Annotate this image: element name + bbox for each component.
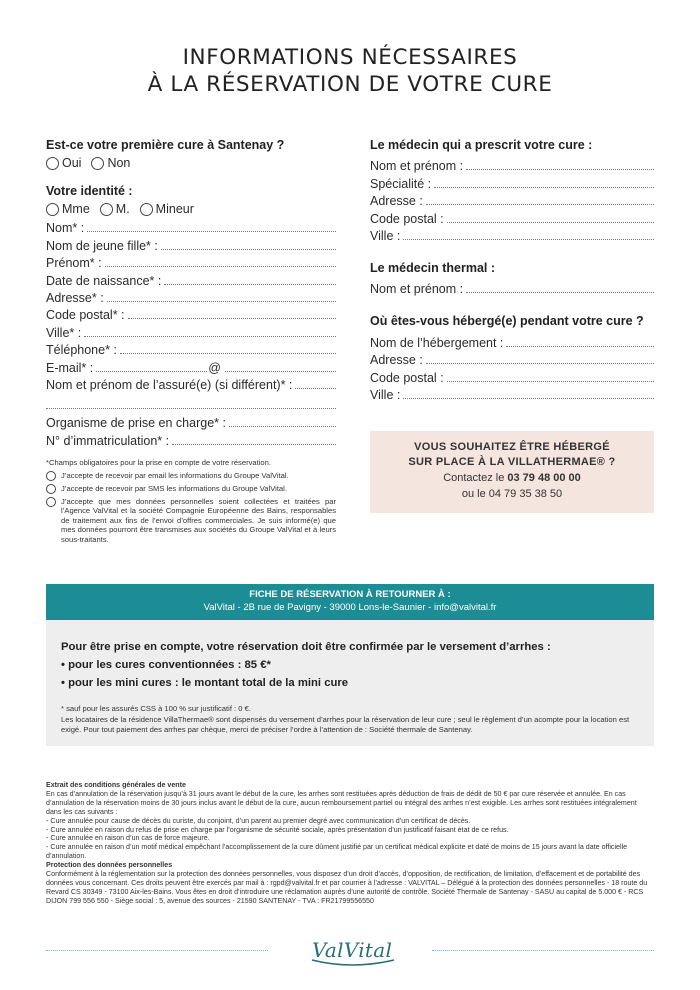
email-at-sign: @: [208, 360, 221, 375]
field-immatriculation[interactable]: [46, 430, 336, 447]
field-prescriber-nom[interactable]: [370, 156, 654, 173]
terms-b3: - Cure annulée en raison d’un cas de force majeure.: [46, 834, 210, 843]
field-prescriber-specialite-label: Spécialité :: [370, 176, 432, 191]
title-line-1: INFORMATIONS NÉCESSAIRES: [182, 45, 518, 70]
checkbox-circle-icon[interactable]: [46, 497, 56, 507]
field-email[interactable]: [46, 357, 336, 374]
terms-b2: - Cure annulée en raison du refus de prise en charge par l’organisme de sécurité sociale, après présentation d’un justificatif faisant état de ce refus.: [46, 825, 509, 834]
consent-data-text: J’accepte que mes données personnelles soient collectées et traitées par l’Agence ValVital et la société Compagnie Européenne des Bains, responsables de traitement aux fins de l’envoi d’offres commerciales. Je suis informé(e) que mes données pourront être transmises aux sociétés du Groupe ValVital et à leurs sous-traitants.: [61, 496, 336, 545]
field-adresse[interactable]: [46, 288, 336, 305]
consent-sms[interactable]: [46, 484, 336, 494]
radio-circle-icon: [91, 157, 104, 170]
field-lodging-code-postal[interactable]: [370, 367, 654, 384]
field-organisme-line[interactable]: [229, 426, 336, 427]
field-naissance-line[interactable]: [164, 284, 336, 285]
field-code-postal-line[interactable]: [128, 318, 336, 319]
identity-heading: Votre identité :: [46, 184, 133, 198]
field-lodging-ville[interactable]: [370, 385, 654, 402]
field-ville-line[interactable]: [84, 336, 336, 337]
field-jeune-fille-line[interactable]: [161, 249, 336, 250]
field-prescriber-adresse-line[interactable]: [426, 204, 654, 205]
field-assure-label: Nom et prénom de l’assuré(e) (si différent)* :: [46, 377, 293, 392]
terms-b4: - Cure annulée en raison d’un motif médical empêchant l’accomplissement de la cure dûment justifié par un certificat médical explicite et daté de moins de 15 jours avant la date officielle d’annulation.: [46, 843, 628, 861]
field-thermal-nom[interactable]: [370, 279, 654, 296]
terms-p1: En cas d’annulation de la réservation jusqu’à 31 jours avant le début de la cure, les arrhes sont restituées après déduction de frais de dédit de 50 € par cure réservée et annulée. En cas d’annulation de la réservation moins de 30 jours inclus avant le début de la cure, aucun remboursement partiel ou intégral des arrhes n’est exigible. Les arrhes sont restituées intégralement dans les cas suivants :: [46, 789, 637, 816]
terms-b1: - Cure annulée pour cause de décès du curiste, du conjoint, d’un parent au premier degré avec communication d’un certificat de décès.: [46, 816, 471, 825]
field-lodging-nom[interactable]: [370, 332, 654, 349]
villa-contact-line: [370, 470, 654, 486]
arrhes-notes: [61, 704, 639, 736]
field-assure-line[interactable]: [295, 388, 336, 389]
page-title: [0, 44, 700, 98]
fiche-title: FICHE DE RÉSERVATION À RETOURNER À :: [249, 589, 451, 600]
consent-email[interactable]: [46, 471, 336, 481]
lodging-heading: Où êtes-vous hébergé(e) pendant votre cure ?: [370, 314, 644, 329]
privacy-heading: Protection des données personnelles: [46, 861, 173, 870]
field-telephone-label: Téléphone* :: [46, 343, 117, 358]
villa-title-1: VOUS SOUHAITEZ ÊTRE HÉBERGÉ: [414, 441, 610, 453]
field-telephone-line[interactable]: [120, 353, 336, 354]
radio-mme[interactable]: [46, 202, 90, 216]
radio-mineur[interactable]: [140, 202, 194, 216]
field-adresse-line[interactable]: [107, 301, 336, 302]
field-lodging-nom-label: Nom de l’hébergement :: [370, 335, 504, 350]
field-ville[interactable]: [46, 322, 336, 339]
field-prescriber-nom-line[interactable]: [466, 169, 654, 170]
first-cure-options: [46, 156, 336, 170]
radio-mme-label: Mme: [62, 202, 90, 216]
field-jeune-fille-label: Nom de jeune fille* :: [46, 238, 158, 253]
field-prescriber-specialite-line[interactable]: [434, 187, 654, 188]
field-email-label: E-mail* :: [46, 360, 94, 375]
field-prescriber-ville-label: Ville :: [370, 228, 401, 243]
logo-text: ValVital: [312, 938, 393, 962]
field-thermal-nom-label: Nom et prénom :: [370, 282, 464, 297]
villathermae-box: [370, 431, 654, 513]
field-adresse-label: Adresse* :: [46, 290, 104, 305]
arrhes-line-2: • pour les cures conventionnées : 85 €*: [61, 659, 271, 671]
field-assure[interactable]: [46, 375, 336, 392]
valvital-logo: [282, 930, 422, 970]
field-prescriber-code-postal-label: Code postal :: [370, 211, 444, 226]
radio-circle-icon: [140, 203, 153, 216]
checkbox-circle-icon[interactable]: [46, 484, 56, 494]
field-code-postal[interactable]: [46, 305, 336, 322]
field-organisme-label: Organisme de prise en charge* :: [46, 416, 226, 431]
field-immatriculation-line[interactable]: [172, 444, 336, 445]
checkbox-circle-icon[interactable]: [46, 471, 56, 481]
field-lodging-ville-line[interactable]: [403, 398, 654, 399]
field-nom-label: Nom* :: [46, 221, 85, 236]
consent-data[interactable]: [46, 497, 336, 545]
field-lodging-ville-label: Ville :: [370, 387, 401, 402]
field-immatriculation-label: N° d’immatriculation* :: [46, 433, 170, 448]
fiche-address: ValVital - 2B rue de Pavigny - 39000 Lons-le-Saunier - info@valvital.fr: [203, 602, 497, 613]
field-prescriber-code-postal-line[interactable]: [447, 222, 654, 223]
first-cure-question: Est-ce votre première cure à Santenay ?: [46, 138, 285, 152]
footer-divider-left: [46, 950, 268, 951]
privacy-text: Conformément à la réglementation sur la protection des données personnelles, vous disposez d’un droit d’accès, d’opposition, de rectification, de limitation, d’effacement et de portabilité des données vous concernant. Ces droits peuvent être exercés par mail à : rgpd@valvital.fr et par courrier à l’adresse : VALVITAL – Délégué à la protection des données personnelles - 18 route du Revard CS 30349 - 73100 Aix-les-Bains. Vous êtes en droit d’introduire une réclamation auprès d’une autorité de contrôle. Société Thermale de Santenay - SASU au capital de 5.000 € - RCS DIJON 799 556 550 - Siège social : 5, avenue des sources - 21590 SANTENAY - TVA : FR21799556550: [46, 870, 648, 905]
terms-section: [46, 781, 654, 906]
left-column: [46, 138, 336, 545]
field-lodging-adresse-label: Adresse :: [370, 353, 423, 368]
radio-non[interactable]: [91, 156, 130, 170]
radio-oui-label: Oui: [62, 156, 82, 170]
villa-contact-prefix: Contactez le: [443, 472, 508, 484]
field-lodging-adresse-line[interactable]: [426, 363, 654, 364]
consent-sms-text: J’accepte de recevoir par SMS les informations du Groupe ValVital.: [61, 483, 287, 493]
field-telephone[interactable]: [46, 340, 336, 357]
radio-m-label: M.: [115, 202, 130, 216]
civility-options: [46, 202, 336, 216]
villa-phone-1[interactable]: 03 79 48 00 00: [507, 472, 581, 484]
terms-heading: Extrait des conditions générales de vente: [46, 781, 186, 789]
fiche-return-band: [46, 584, 654, 620]
field-lodging-code-postal-line[interactable]: [447, 381, 654, 382]
field-naissance-label: Date de naissance* :: [46, 273, 162, 288]
field-lodging-code-postal-label: Code postal :: [370, 370, 444, 385]
arrhes-note-1: * sauf pour les assurés CSS à 100 % sur justificatif : 0 €.: [61, 704, 251, 713]
prescriber-heading: Le médecin qui a prescrit votre cure :: [370, 138, 593, 152]
field-prescriber-nom-label: Nom et prénom :: [370, 159, 464, 174]
arrhes-panel: [46, 620, 654, 746]
radio-circle-icon: [46, 203, 59, 216]
field-nom[interactable]: [46, 218, 336, 235]
field-prenom-label: Prénom* :: [46, 256, 102, 271]
villa-phone-2: ou le 04 79 35 38 50: [461, 488, 563, 500]
field-email-domain-line[interactable]: [225, 371, 336, 372]
field-prescriber-ville-line[interactable]: [403, 239, 654, 240]
radio-circle-icon: [100, 203, 113, 216]
field-thermal-nom-line[interactable]: [466, 292, 654, 293]
field-jeune-fille[interactable]: [46, 235, 336, 252]
field-email-user-line[interactable]: [96, 371, 207, 372]
arrhes-line-3: • pour les mini cures : le montant total de la mini cure: [61, 677, 349, 689]
radio-non-label: Non: [107, 156, 131, 170]
title-line-2: À LA RÉSERVATION DE VOTRE CURE: [147, 72, 553, 97]
field-organisme[interactable]: [46, 413, 336, 430]
consent-email-text: J’accepte de recevoir par email les informations du Groupe ValVital.: [61, 470, 289, 480]
villa-title-2: SUR PLACE À LA VILLATHERMAE® ?: [408, 456, 616, 468]
arrhes-line-1: Pour être prise en compte, votre réservation doit être confirmée par le versement d’arrhes :: [61, 641, 551, 653]
field-prescriber-ville[interactable]: [370, 226, 654, 243]
radio-oui[interactable]: [46, 156, 81, 170]
field-prenom[interactable]: [46, 253, 336, 270]
thermal-doctor-heading: Le médecin thermal :: [370, 260, 496, 275]
field-ville-label: Ville* :: [46, 325, 82, 340]
footer-divider-right: [432, 950, 654, 951]
field-naissance[interactable]: [46, 270, 336, 287]
field-prescriber-code-postal[interactable]: [370, 208, 654, 225]
radio-mineur-label: Mineur: [155, 202, 194, 216]
field-lodging-adresse[interactable]: [370, 350, 654, 367]
radio-circle-icon: [46, 157, 59, 170]
field-prescriber-adresse-label: Adresse :: [370, 194, 423, 209]
field-prescriber-specialite[interactable]: [370, 173, 654, 190]
field-nom-line[interactable]: [87, 231, 336, 232]
field-lodging-nom-line[interactable]: [506, 346, 654, 347]
radio-m[interactable]: [100, 202, 130, 216]
field-assure-continuation-line[interactable]: [46, 392, 336, 409]
field-prenom-line[interactable]: [105, 266, 336, 267]
right-column: [370, 138, 654, 402]
field-code-postal-label: Code postal* :: [46, 308, 125, 323]
required-fields-note: *Champs obligatoires pour la prise en compte de votre réservation.: [46, 457, 271, 467]
arrhes-note-2: Les locataires de la résidence VillaThermae® sont dispensés du versement d’arrhes pour la réservation de leur cure ; seul le règlement d’un acompte pour la location est exigé. Pour tout paiement des arrhes par chèque, merci de préciser l’ordre à l’attention de : Société thermale de Santenay.: [61, 714, 630, 734]
field-prescriber-adresse[interactable]: [370, 191, 654, 208]
